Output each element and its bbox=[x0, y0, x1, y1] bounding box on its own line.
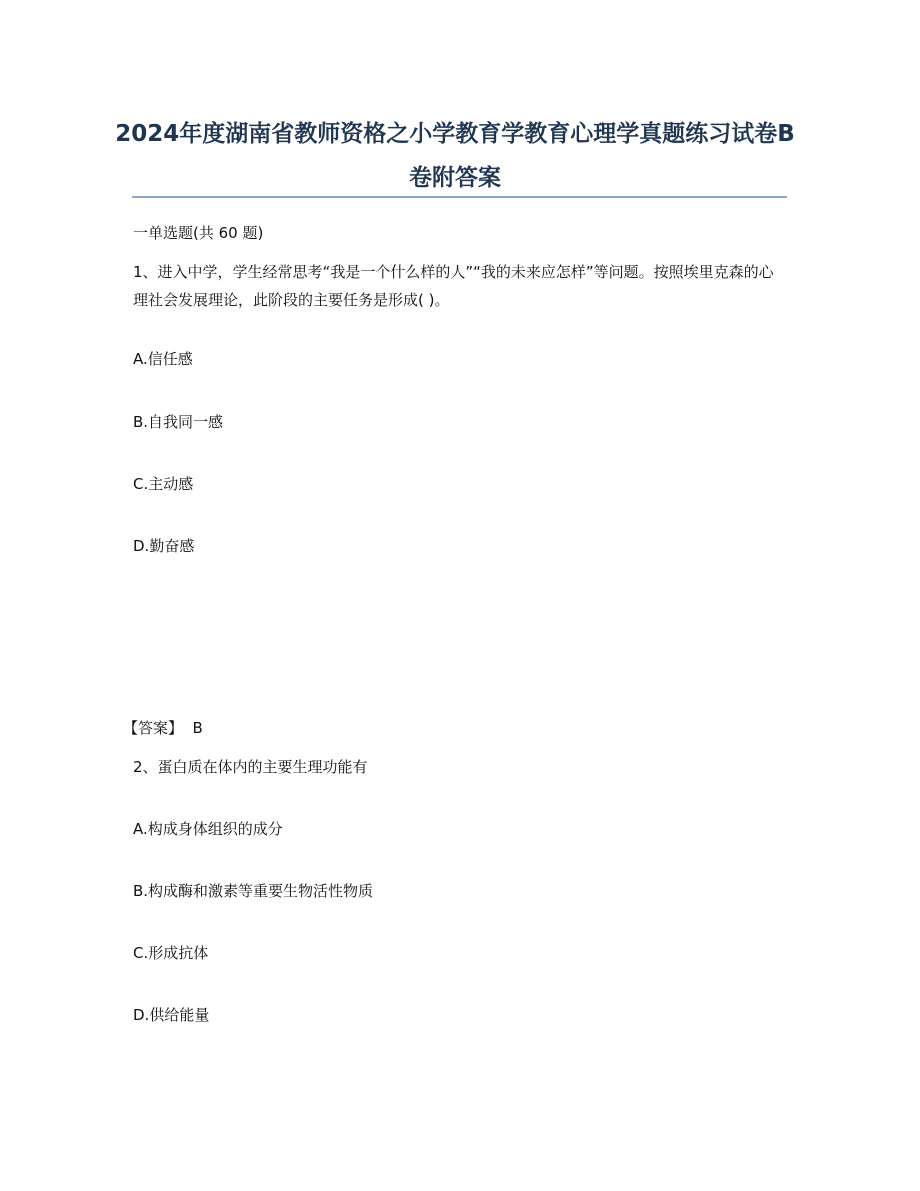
question-2-option-c: C.形成抗体 bbox=[133, 944, 209, 962]
question-1-option-b: B.自我同一感 bbox=[133, 413, 224, 431]
document-title: 2024年度湖南省教师资格之小学教育学教育心理学真题练习试卷B卷附答案 bbox=[115, 121, 795, 191]
question-2-option-b: B.构成酶和激素等重要生物活性物质 bbox=[133, 882, 374, 900]
question-2-option-d: D.供给能量 bbox=[133, 1006, 210, 1024]
question-1-stem: 1、进入中学，学生经常思考“我是一个什么样的人”“我的未来应怎样”等问题。按照埃里克森的心理社会发展理论，此阶段的主要任务是形成( )。 bbox=[133, 263, 774, 309]
question-2-option-a: A.构成身体组织的成分 bbox=[133, 820, 283, 838]
question-2-stem: 2、蛋白质在体内的主要生理功能有 bbox=[133, 758, 368, 776]
section-heading: 一单选题(共 60 题) bbox=[133, 224, 264, 242]
question-1-answer: 【答案】 B bbox=[123, 719, 203, 737]
title-divider bbox=[132, 196, 787, 198]
question-1-option-d: D.勤奋感 bbox=[133, 537, 195, 555]
question-1-option-a: A.信任感 bbox=[133, 350, 193, 368]
question-1-option-c: C.主动感 bbox=[133, 475, 194, 493]
